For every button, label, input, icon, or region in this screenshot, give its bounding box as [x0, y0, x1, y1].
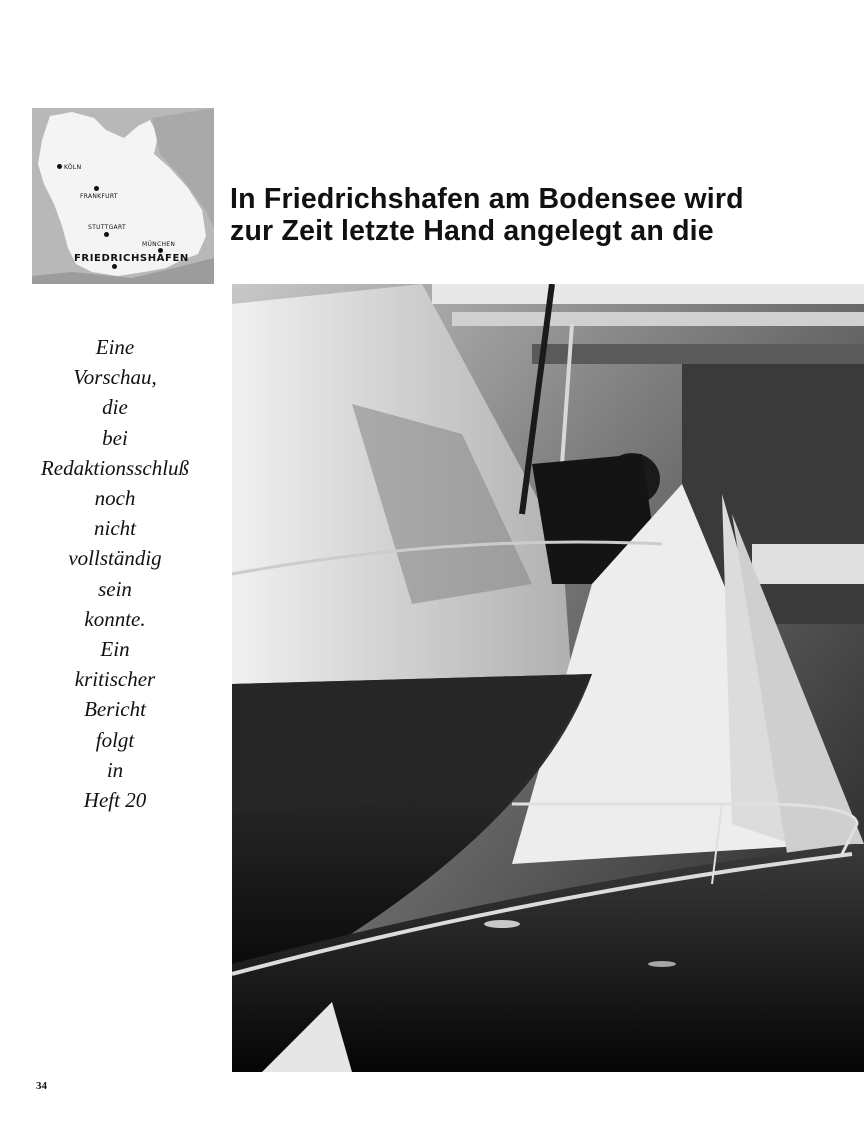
sidebar-line: Vorschau,	[73, 365, 157, 390]
sidebar-line: Bericht	[84, 697, 146, 722]
map-label-friedrichshafen: FRIEDRICHSHAFEN	[74, 253, 189, 264]
page-number: 34	[36, 1080, 47, 1092]
sidebar-line: kritischer	[74, 667, 156, 692]
sailboats-illustration	[232, 284, 864, 1072]
map-label-muenchen: MÜNCHEN	[142, 241, 176, 248]
sidebar-line: konnte.	[84, 606, 146, 631]
sidebar-line: vollständig	[68, 546, 162, 571]
headline-line-2: zur Zeit letzte Hand angelegt an die	[230, 215, 714, 247]
sidebar-line: bei	[102, 425, 128, 450]
headline	[230, 183, 864, 247]
sidebar-line: Ein	[100, 637, 130, 662]
stuttgart-dot	[104, 232, 109, 237]
sidebar-line: die	[102, 395, 128, 420]
frankfurt-dot	[94, 186, 99, 191]
sidebar-line: folgt	[95, 727, 135, 752]
koeln-dot	[57, 164, 62, 169]
sidebar-line: Heft 20	[83, 788, 147, 813]
map-label-stuttgart: STUTTGART	[88, 224, 126, 231]
sidebar-line: in	[106, 757, 124, 782]
sidebar-line: sein	[98, 576, 132, 601]
sidebar-teaser	[20, 332, 210, 815]
map-label-koeln: KÖLN	[64, 164, 82, 171]
map-label-frankfurt: FRANKFURT	[80, 193, 118, 200]
sailboats-photo	[232, 284, 864, 1072]
sidebar-line: noch	[94, 486, 136, 511]
friedrichshafen-dot	[112, 264, 117, 269]
sidebar-line: nicht	[94, 516, 136, 541]
headline-line-1: In Friedrichshafen am Bodensee wird	[230, 183, 744, 215]
germany-map	[32, 108, 214, 284]
sidebar-line: Redaktionsschluß	[40, 455, 190, 480]
sidebar-line: Eine	[95, 335, 135, 359]
